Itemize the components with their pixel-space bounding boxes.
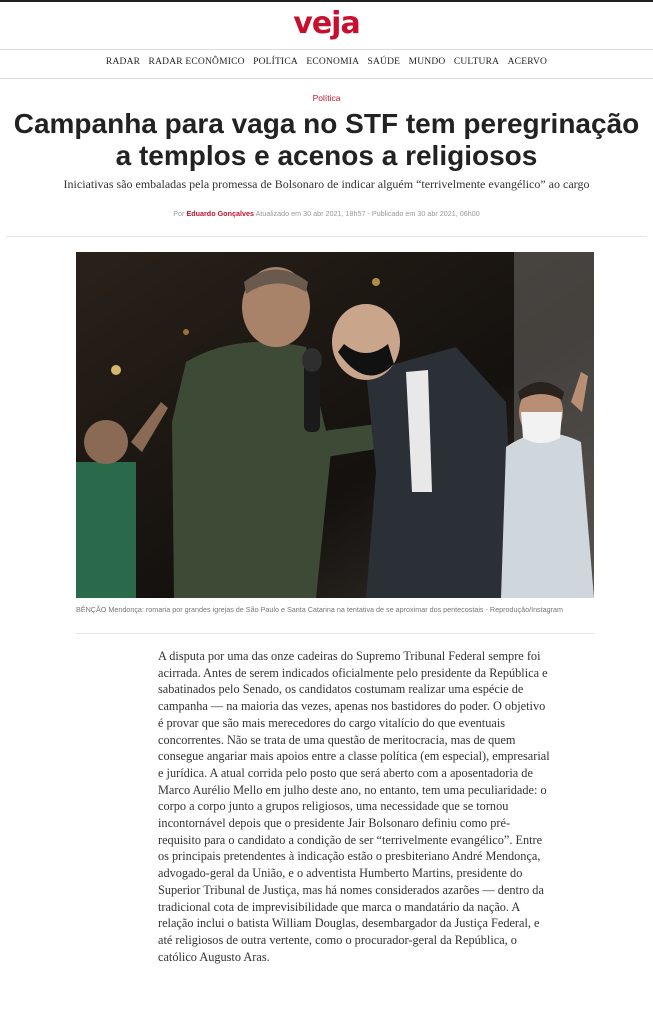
nav-item-mundo[interactable]: MUNDO [408, 57, 446, 67]
nav-item-radar-economico[interactable]: RADAR ECONÔMICO [148, 57, 245, 67]
article-title: Campanha para vaga no STF tem peregrinação a templos e acenos a religiosos [13, 108, 640, 171]
photo-caption: BÊNÇÃO Mendonça: romaria por grandes igrejas de São Paulo e Santa Catarina na tentativa de se aproximar dos pentecostais - Reprodução/Instagram [76, 605, 564, 614]
nav-item-cultura[interactable]: CULTURA [453, 57, 500, 67]
nav-item-saude[interactable]: SAÚDE [367, 57, 401, 67]
nav-item-politica[interactable]: POLÍTICA [253, 57, 298, 67]
divider [6, 236, 647, 237]
nav-item-acervo[interactable]: ACERVO [507, 57, 548, 67]
article-photo [76, 252, 594, 598]
author-link[interactable]: Eduardo Gonçalves [186, 209, 254, 218]
veja-logo[interactable]: veja [293, 6, 360, 41]
byline [0, 209, 653, 218]
byline-prefix: Por [173, 209, 185, 218]
section-kicker[interactable]: Política [312, 93, 341, 103]
nav-item-economia[interactable]: ECONOMIA [306, 57, 360, 67]
site-header [0, 0, 653, 50]
article-body: A disputa por uma das onze cadeiras do Supremo Tribunal Federal sempre foi acirrada. Antes de serem indicados oficialmente pelo presidente da República e sabatinados pelo Senado, os candidatos costumam realizar uma espécie de campanha — na maioria das vezes, apenas nos bastidores do poder. O objetivo é provar que são mais merecedores do cargo vitalício do que eventuais concorrentes. Não se trata de uma questão de meritocracia, mas de quem consegue angariar mais apoios entre a classe política (em especial), empresarial e jurídica. A atual corrida pelo posto que será aberto com a aposentadoria de Marco Aurélio Mello em julho deste ano, no entanto, tem uma peculiaridade: o corpo a corpo junto a grupos religiosos, uma necessidade que se tornou incontornável depois que o presidente Jair Bolsonaro definiu como pré-requisito para o candidato a condição de ser “terrivelmente evangélico”. Entre os principais pretendentes à indicação estão o presbiteriano André Mendonça, advogado-geral da União, e o adventista Humberto Martins, presidente do Superior Tribunal de Justiça, mas há nomes considerados azarões — dentro da tradicional cota de imprevisibilidade que marca o mandatário da nação. A relação inclui o batista William Douglas, desembargador da Justiça Federal, e até religiosos de outra vertente, como o procurador-geral da República, o católico Augusto Aras. [158, 649, 550, 964]
main-nav [0, 54, 653, 79]
nav-item-radar[interactable]: RADAR [105, 57, 141, 67]
divider [76, 633, 594, 634]
photo-illustration [76, 252, 594, 598]
article-subtitle: Iniciativas são embaladas pela promessa de Bolsonaro de indicar alguém “terrivelmente evangélico” ao cargo [63, 177, 590, 191]
article-dates: Atualizado em 30 abr 2021, 18h57 - Publicado em 30 abr 2021, 06h00 [255, 209, 480, 218]
